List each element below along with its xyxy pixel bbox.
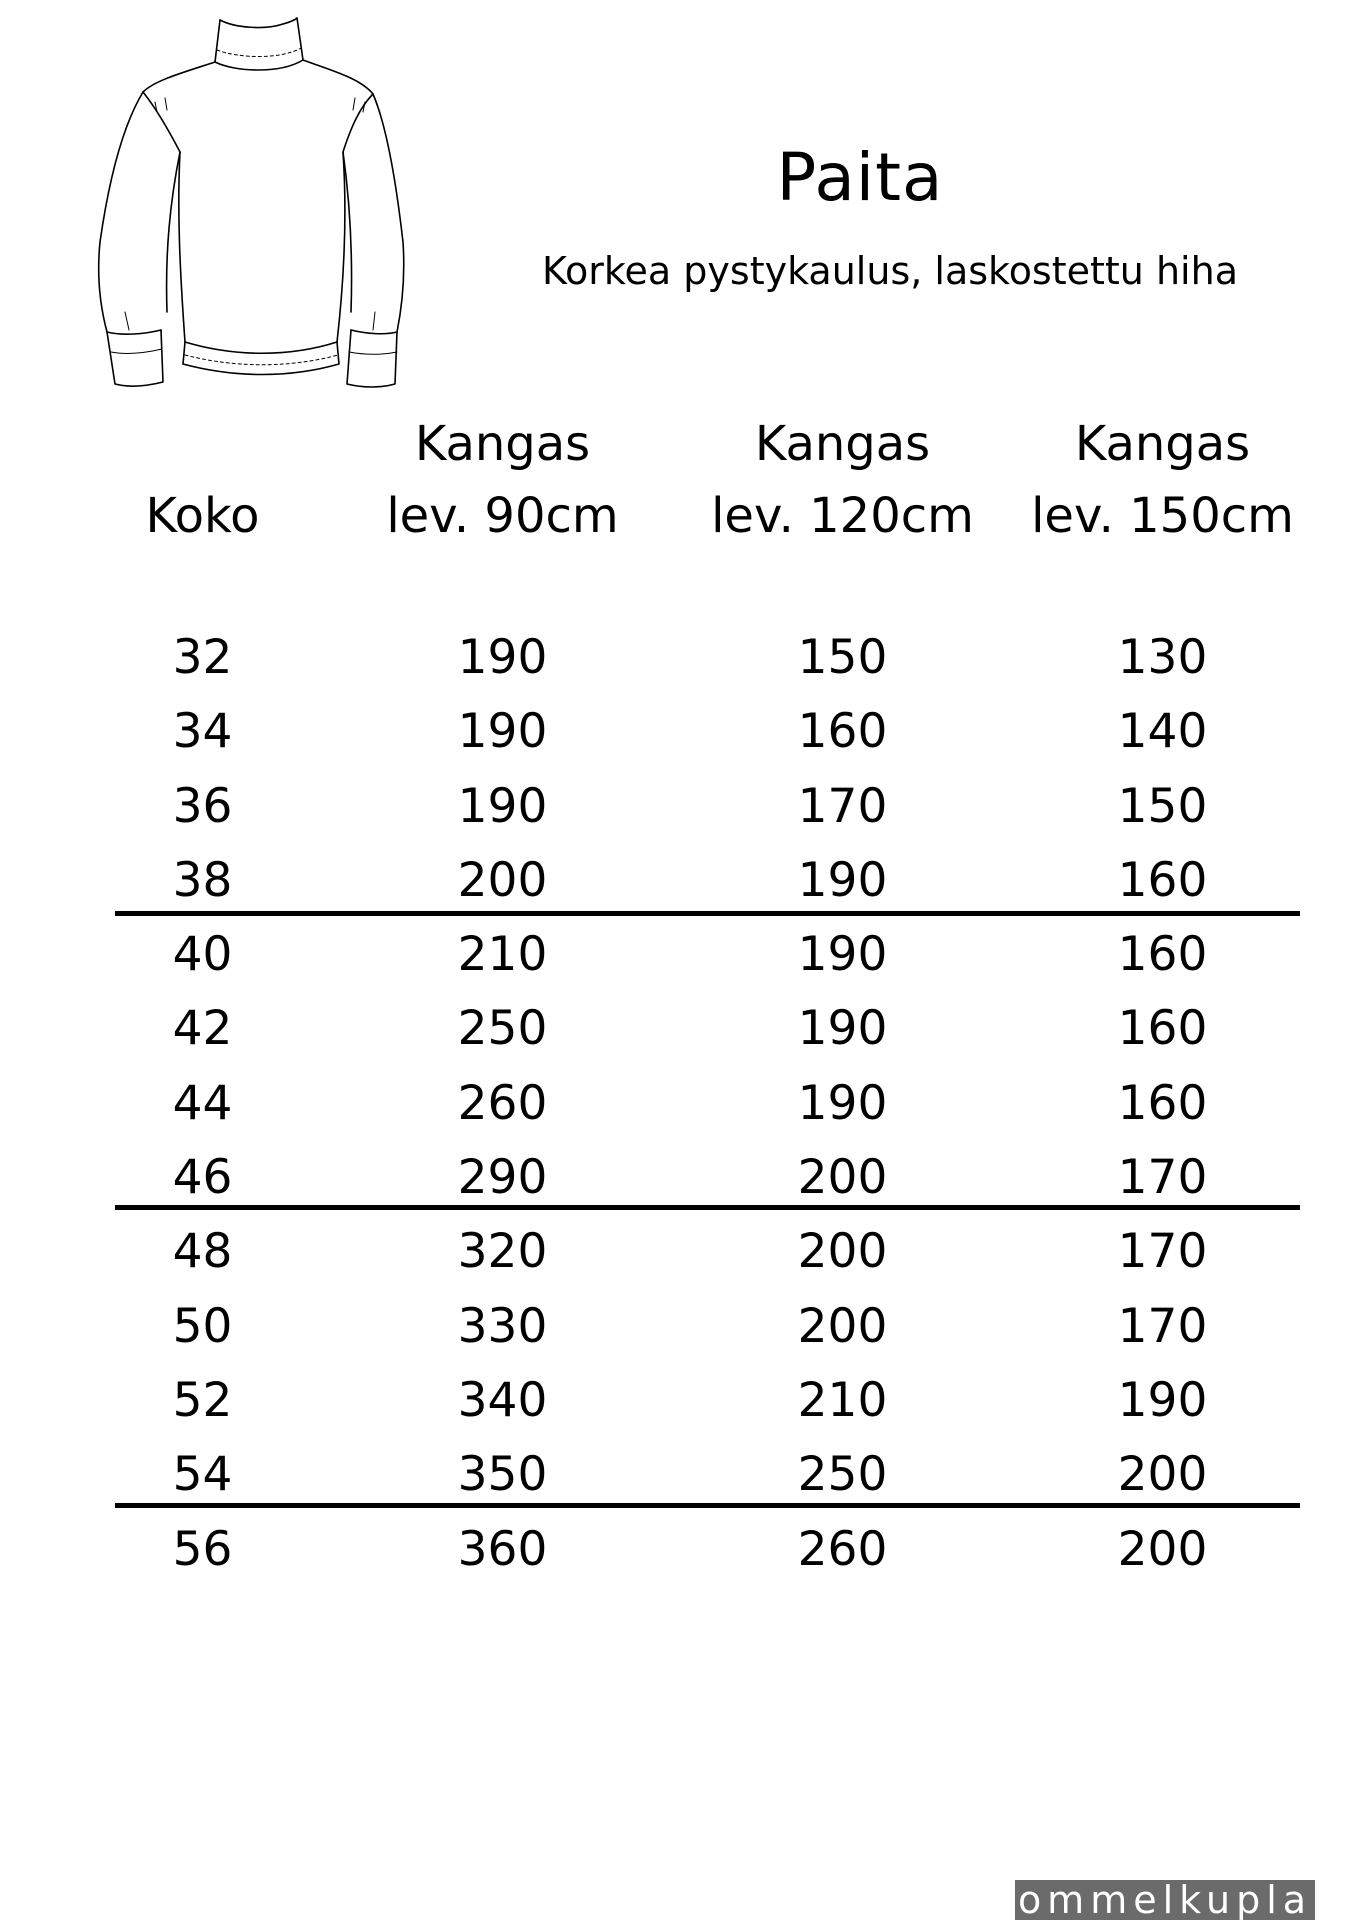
table-row <box>0 770 1357 844</box>
size-cell: 46 <box>172 1150 233 1206</box>
column-header-line2: lev. 150cm <box>1031 488 1294 544</box>
width-120-cell: 170 <box>797 778 888 834</box>
width-90-cell: 250 <box>457 1001 548 1057</box>
table-row <box>0 1067 1357 1141</box>
column-header-line1: Kangas <box>1074 416 1251 472</box>
width-90-cell: 200 <box>457 852 548 908</box>
size-cell: 38 <box>172 852 233 908</box>
width-150-cell: 190 <box>1117 1372 1208 1428</box>
width-150-cell: 170 <box>1117 1150 1208 1206</box>
width-150-cell: 150 <box>1117 778 1208 834</box>
column-header-line2: Koko <box>145 488 260 544</box>
size-cell: 40 <box>172 927 233 983</box>
group-divider <box>115 1205 1300 1210</box>
size-cell: 54 <box>172 1447 233 1503</box>
size-cell: 34 <box>172 704 233 760</box>
width-150-cell: 160 <box>1117 1075 1208 1131</box>
fabric-table <box>0 621 1357 1587</box>
width-120-cell: 160 <box>797 704 888 760</box>
width-90-cell: 190 <box>457 630 548 685</box>
column-header-90cm <box>360 408 645 552</box>
table-row <box>0 992 1357 1066</box>
width-150-cell: 160 <box>1117 852 1208 908</box>
column-header-150cm <box>1020 408 1305 552</box>
width-120-cell: 260 <box>797 1521 888 1577</box>
page-subtitle: Korkea pystykaulus, laskostettu hiha <box>542 249 1238 293</box>
table-row <box>0 695 1357 769</box>
width-150-cell: 200 <box>1117 1521 1208 1577</box>
page-title: Paita <box>776 139 944 216</box>
group-divider <box>115 911 1300 916</box>
width-120-cell: 190 <box>797 852 888 908</box>
width-150-cell: 170 <box>1117 1298 1208 1354</box>
size-cell: 44 <box>172 1075 233 1131</box>
width-120-cell: 250 <box>797 1447 888 1503</box>
width-150-cell: 160 <box>1117 1001 1208 1057</box>
width-90-cell: 340 <box>457 1372 548 1428</box>
column-header-line1: Kangas <box>414 416 591 472</box>
column-header-koko <box>100 480 305 552</box>
column-header-line2: lev. 90cm <box>386 488 619 544</box>
size-cell: 52 <box>172 1372 233 1428</box>
width-90-cell: 260 <box>457 1075 548 1131</box>
column-header-120cm <box>700 408 985 552</box>
turtleneck-shirt-sketch <box>85 12 430 397</box>
width-120-cell: 190 <box>797 1001 888 1057</box>
brand-logo: ommelkupla <box>1015 1880 1315 1920</box>
size-cell: 36 <box>172 778 233 834</box>
width-120-cell: 200 <box>797 1298 888 1354</box>
size-cell: 48 <box>172 1224 233 1280</box>
width-90-cell: 190 <box>457 778 548 834</box>
width-120-cell: 200 <box>797 1150 888 1206</box>
table-row <box>0 1438 1357 1512</box>
table-row <box>0 621 1357 695</box>
size-cell: 50 <box>172 1298 233 1354</box>
table-row <box>0 1215 1357 1289</box>
width-90-cell: 210 <box>457 927 548 983</box>
table-row <box>0 1364 1357 1438</box>
table-row <box>0 1290 1357 1364</box>
width-120-cell: 190 <box>797 927 888 983</box>
width-150-cell: 160 <box>1117 927 1208 983</box>
width-90-cell: 290 <box>457 1150 548 1206</box>
group-divider <box>115 1503 1300 1508</box>
width-120-cell: 200 <box>797 1224 888 1280</box>
table-row <box>0 1513 1357 1587</box>
width-90-cell: 330 <box>457 1298 548 1354</box>
width-150-cell: 140 <box>1117 704 1208 760</box>
width-150-cell: 200 <box>1117 1447 1208 1503</box>
width-90-cell: 190 <box>457 704 548 760</box>
width-90-cell: 360 <box>457 1521 548 1577</box>
width-120-cell: 150 <box>797 630 888 685</box>
size-cell: 32 <box>172 630 233 685</box>
width-150-cell: 130 <box>1117 630 1208 685</box>
width-90-cell: 350 <box>457 1447 548 1503</box>
size-cell: 42 <box>172 1001 233 1057</box>
column-header-line2: lev. 120cm <box>711 488 974 544</box>
table-row <box>0 844 1357 918</box>
width-120-cell: 190 <box>797 1075 888 1131</box>
column-header-line1: Kangas <box>754 416 931 472</box>
width-90-cell: 320 <box>457 1224 548 1280</box>
table-row <box>0 918 1357 992</box>
width-150-cell: 170 <box>1117 1224 1208 1280</box>
width-120-cell: 210 <box>797 1372 888 1428</box>
size-cell: 56 <box>172 1521 233 1577</box>
